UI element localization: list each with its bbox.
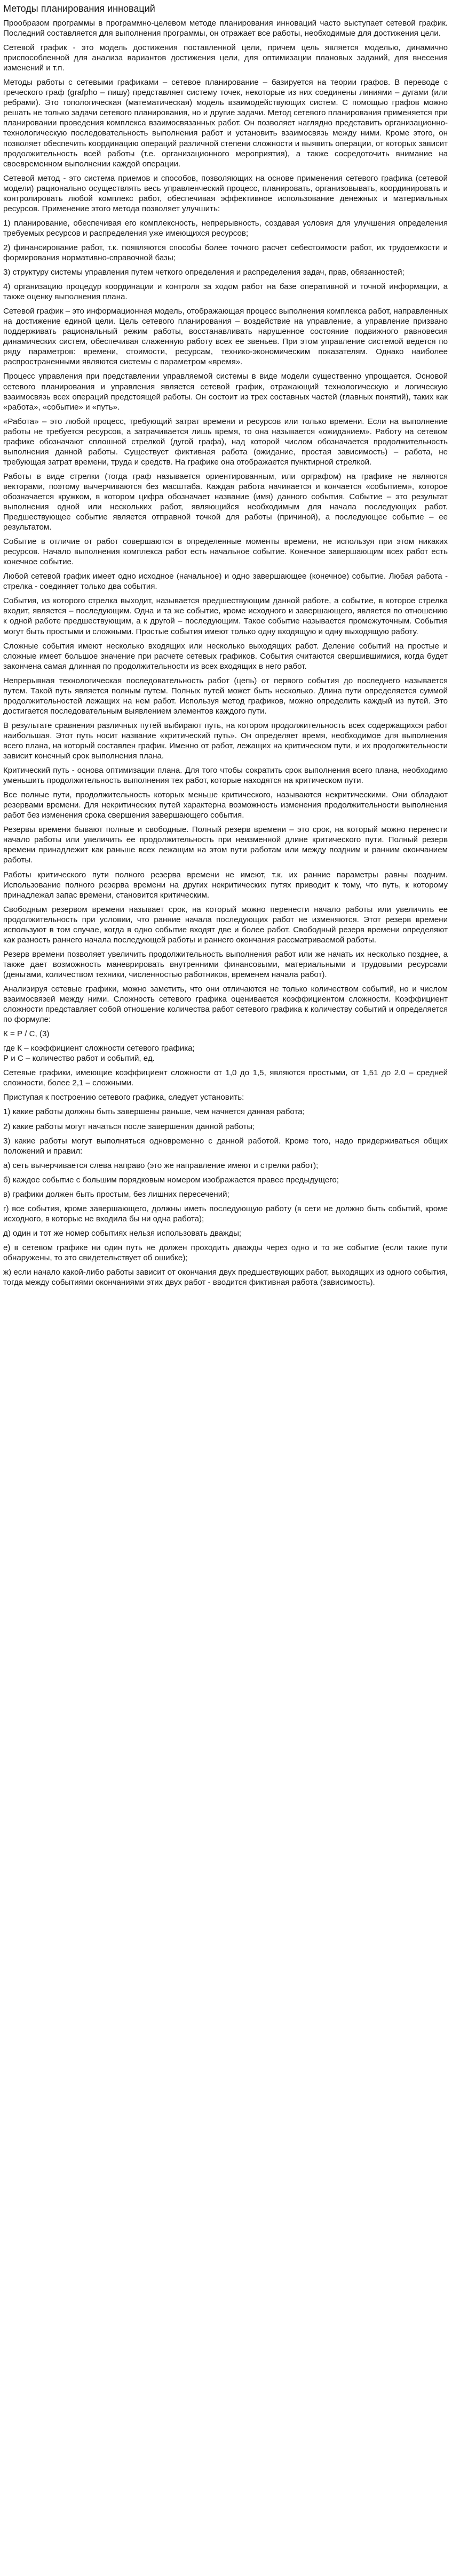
list-item: д) один и тот же номер событиях нельзя использовать дважды; [3, 1228, 242, 1238]
list-item: 2) какие работы могут начаться после завершения данной работы; [3, 1122, 255, 1131]
paragraph: Резервы времени бывают полные и свободные. Полный резерв времени – это срок, на который можно перенести начало работы или увеличить ее продолжительность при неизменной длине критического пути. Полный резерв времени принадлежит как раньше всех лежащим на этом пути работам или между поздним и ранним окончанием работы. [3, 825, 448, 865]
paragraph: Сетевой график – это информационная модель, отображающая процесс выполнения комплекса работ, направленных на достижение единой цели. Цель сетевого планирования – воздействие на управление, а управление призвано поддерживать рациональный режим работы, восстанавливать нарушенное состояние подвижного равновесия динамических систем, обеспечивая слаженную работу всех ее звеньев. При этом управление системой ведется по ряду параметров: времени, стоимости, ресурсам, технико-экономическим показателям. Однако наиболее распространенными являются системы с параметром «время». [3, 307, 448, 367]
formula: К = Р / С, (3) [3, 1029, 50, 1039]
paragraph: Свободным резервом времени называет срок, на который можно перенести начало работы или увеличить ее продолжительность при условии, что ранние начала последующих работ не изменяются. Этот резерв времени используют в том случае, когда в одно событие входят две и более работ. Свободный резерв времени определяют как разность раннего начала последующей работы и раннего окончания рассматриваемой работы. [3, 905, 448, 945]
list-item: б) каждое событие с большим порядковым номером изображается правее предыдущего; [3, 1175, 339, 1185]
paragraph: Сетевой график - это модель достижения поставленной цели, причем цель является моделью, динамично приспособленной для анализа вариантов достижения цели, для оптимизации плановых заданий, для внесения изменений и т.п. [3, 43, 448, 73]
paragraph: Прообразом программы в программно-целевом методе планирования инноваций часто выступает сетевой график. Последний составляется для выполнения программы, он отражает все работы, необходимые для достижения цели. [3, 19, 448, 38]
paragraph: Работы в виде стрелки (тогда граф называется ориентированным, или орграфом) на графике не являются векторами, поэтому вычерчиваются без масштаба. Каждая работа начинается и кончается «событием», которое обозначается кружком, в котором цифра обозначает название (имя) данного события. Событие – это результат выполнения одной или нескольких работ, являющийся необходимым для начала последующих работ. Предшествующее событие является отправной точкой для работы (причиной), а последующее событие – ее результатом. [3, 471, 448, 532]
paragraph: Резерв времени позволяет увеличить продолжительность выполнения работ или же начать их несколько позднее, а также дает возможность маневрировать внутренними финансовыми, материальными и трудовыми ресурсами (деньгами, количеством техники, численностью работников, временем начала работ). [3, 949, 448, 979]
list-item: 3) структуру системы управления путем четкого определения и распределения задач, прав, обязанностей; [3, 268, 405, 277]
paragraph: Работы критического пути полного резерва времени не имеют, т.к. их ранние параметры равны поздним. Использование полного резерва времени на других некритических путях приводит к тому, что путь, к которому принадлежал запас времени, становится критическим. [3, 870, 448, 900]
paragraph: «Работа» – это любой процесс, требующий затрат времени и ресурсов или только времени. Если на выполнение работы не требуется ресурсов, а затрачивается лишь время, то она называется «ожиданием». Работу на сетевом графике обозначают сплошной стрелкой (дугой графа), над которой числом обозначается продолжительность выполнения данной работы. Существует фиктивная работа (ожидание, простая зависимость) – работа, не требующая затрат времени, труда и средств. На графике она отображается пунктирной стрелкой. [3, 417, 448, 467]
paragraph: Процесс управления при представлении управляемой системы в виде модели существенно упрощается. Основой сетевого планирования и управления является сетевой график, отражающий технологическую и логическую взаимосвязь всех операций предстоящей работы. Он состоит из трех составных частей (главных понятий), таких как «работа», «событие» и «путь». [3, 372, 448, 412]
paragraph: Методы работы с сетевыми графиками – сетевое планирование – базируется на теории графов. В переводе с греческого граф (grafpho – пишу) представляет систему точек, некоторые из них соединены линиями – дугами (или ребрами). Это топологическая (математическая) модель взаимодействующих систем. С помощью графов можно решать не только задачи сетевого планирования, но и другие задачи. Метод сетевого планирования применяется при планировании проведения комплекса взаимосвязанных работ. Он позволяет наглядно представить организационно-технологическую последовательность выполнения работ и установить взаимосвязь между ними. Кроме этого, он позволяет обеспечить координацию операций различной степени сложности и выявить операции, от которых зависит продолжительность всей работы (т.е. организационного мероприятия), а также сосредоточить внимание на своевременном выполнении каждой операции. [3, 78, 448, 169]
list-item: 3) какие работы могут выполняться одновременно с данной работой. Кроме того, надо придерживаться общих положений и правил: [3, 1136, 448, 1156]
list-item: 4) организацию процедур координации и контроля за ходом работ на базе оперативной и точной информации, а также оценку выполнения плана. [3, 282, 448, 302]
list-item: г) все события, кроме завершающего, должны иметь последующую работу (в сети не должно быть событий, кроме исходного, в которые не входила бы ни одна работа); [3, 1204, 448, 1223]
list-item: а) сеть вычерчивается слева направо (это же направление имеют и стрелки работ); [3, 1161, 319, 1170]
list-item: 2) финансирование работ, т.к. появляются способы более точного расчет себестоимости работ, их трудоемкости и формирования нормативно-справочной базы; [3, 243, 448, 262]
article-body [3, 18, 448, 1287]
list-item: 1) планирование, обеспечивая его комплексность, непрерывность, создавая условия для улучшения определения требуемых ресурсов и распределения уже имеющихся ресурсов; [3, 218, 448, 238]
paragraph: Сложные события имеют несколько входящих или несколько выходящих работ. Деление событий на простые и сложные имеет большое значение при расчете сетевых графиков. События считаются свершившимися, когда будет закончена самая длинная по продолжительности из всех входящих в него работ. [3, 641, 448, 671]
paragraph: Любой сетевой график имеет одно исходное (начальное) и одно завершающее (конечное) событие. Любая работа - стрелка - соединяет только два события. [3, 572, 448, 591]
paragraph: Анализируя сетевые графики, можно заметить, что они отличаются не только количеством событий, но и числом взаимосвязей между ними. Сложность сетевого графика оценивается коэффициентом сложности. Коэффициент сложности представляет собой отношение количества работ сетевого графика к количеству событий и определяется по формуле: [3, 984, 448, 1025]
paragraph: Сетевые графики, имеющие коэффициент сложности от 1,0 до 1,5, являются простыми, от 1,51 до 2,0 – средней сложности, более 2,1 – сложными. [3, 1068, 448, 1088]
paragraph: События, из которого стрелка выходит, называется предшествующим данной работе, а событие, в которое стрелка входит, является – последующим. Одна и та же событие, кроме исходного и завершающего, является по отношению к одной работе предшествующим, а к другой – последующим. Такое событие называется промежуточным. События могут быть простыми и сложными. Простые события имеют только одну входящую и одну выходящую работу. [3, 596, 448, 636]
paragraph: Приступая к построению сетевого графика, следует установить: [3, 1093, 244, 1102]
paragraph: В результате сравнения различных путей выбирают путь, на котором продолжительность всех содержащихся работ наибольшая. Этот путь носит название «критический путь». Он определяет время, необходимое для выполнения всего плана, на который составлен график. Именно от работ, лежащих на критическом пути, и их продолжительности зависит конечный срок выполнения плана. [3, 721, 448, 761]
paragraph: Непрерывная технологическая последовательность работ (цепь) от первого события до последнего называется путем. Такой путь является полным путем. Полных путей может быть несколько. Длина пути определяется суммой продолжительностей лежащих на нем работ. Используя метод графиков, можно определить каждый из путей. Это достигается последовательным выявлением элементов каждого пути. [3, 676, 448, 716]
list-item: ж) если начало какой-либо работы зависит от окончания двух предшествующих работ, выходящих из одного события, тогда между событиями окончаниями этих двух работ - вводится фиктивная работа (зависимость). [3, 1268, 448, 1287]
paragraph: Событие в отличие от работ совершаются в определенные моменты времени, не используя при этом никаких ресурсов. Начало выполнения комплекса работ есть начальное событие. Конечное завершающим всех работ есть конечное событие. [3, 537, 448, 567]
paragraph: Сетевой метод - это система приемов и способов, позволяющих на основе применения сетевого графика (сетевой модели) рационально осуществлять весь управленческий процесс, планировать, организовывать, координировать и контролировать любой комплекс работ, обеспечивая эффективное использование денежных и материальных ресурсов. Применение этого метода позволяет улучшить: [3, 173, 448, 213]
formula-legend: где К – коэффициент сложности сетевого графика; Р и С – количество работ и событий, ед. [3, 1044, 195, 1063]
paragraph: Критический путь - основа оптимизации плана. Для того чтобы сократить срок выполнения всего плана, необходимо уменьшить продолжительность выполнения тех работ, которые находятся на критическом пути. [3, 766, 448, 786]
list-item: 1) какие работы должны быть завершены раньше, чем начнется данная работа; [3, 1107, 305, 1117]
list-item: в) графики должен быть простым, без лишних пересечений; [3, 1189, 229, 1199]
page-title: Методы планирования инноваций [3, 3, 155, 14]
paragraph: Все полные пути, продолжительность которых меньше критического, называются некритическими. Они обладают резервами времени. Для некритических путей характерна возможность изменения продолжительности выполнения работ без изменения срока свершения завершающего события. [3, 790, 448, 820]
list-item: е) в сетевом графике ни один путь не должен проходить дважды через одно и то же событие (если такие пути обнаружены, то это свидетельствует об ошибке); [3, 1243, 448, 1262]
